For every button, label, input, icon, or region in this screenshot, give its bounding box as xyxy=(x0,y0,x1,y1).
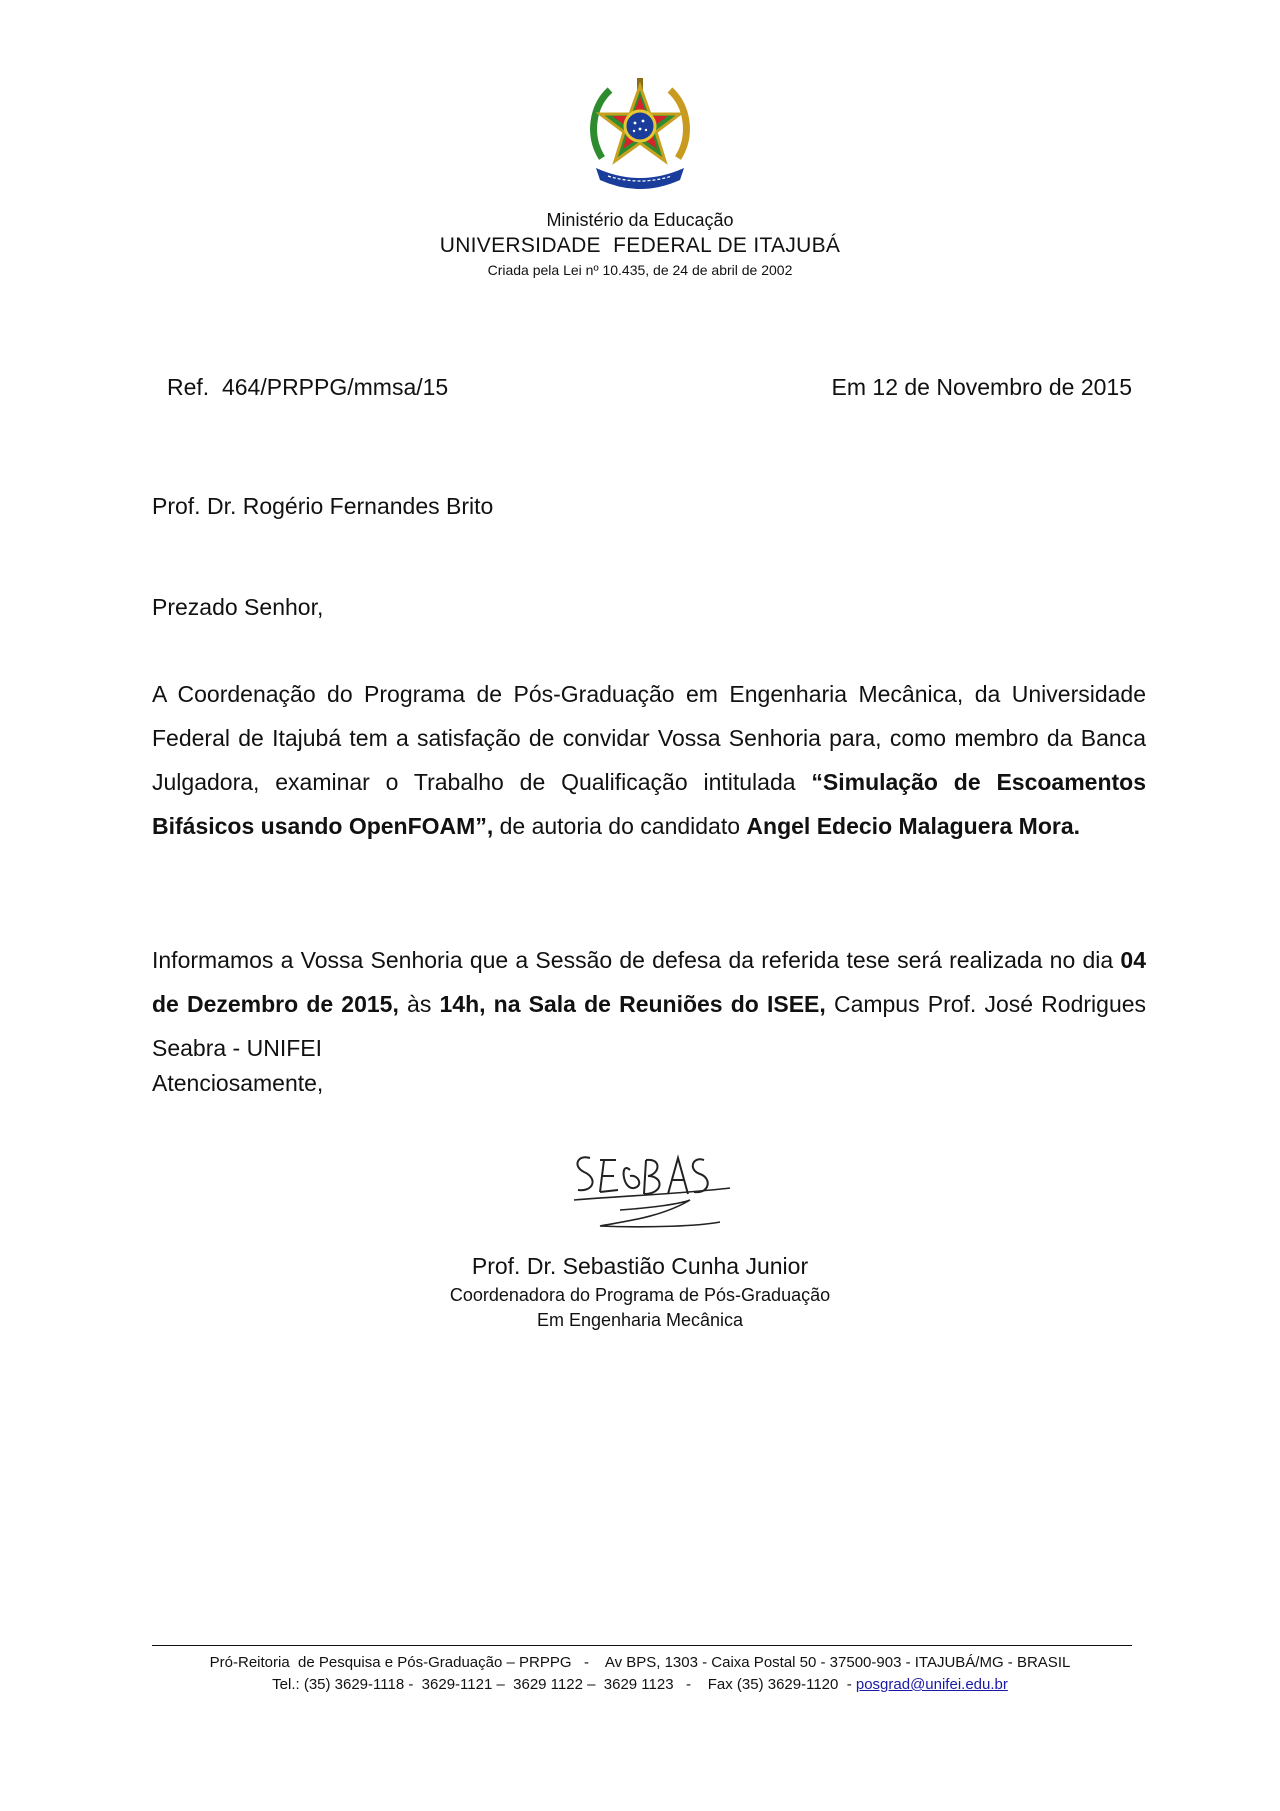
footer-divider xyxy=(152,1645,1132,1646)
authorship-text: de autoria do candidato xyxy=(499,813,741,839)
handwritten-signature xyxy=(560,1130,740,1242)
letter-date: Em 12 de Novembro de 2015 xyxy=(831,374,1132,400)
thesis-title: “Simulação de Escoamentos Bifásicos usando OpenFOAM”, xyxy=(152,769,1147,839)
salutation: Prezado Senhor, xyxy=(152,594,324,620)
signer-name: Prof. Dr. Sebastião Cunha Junior xyxy=(471,1253,809,1279)
session-text-a: Informamos a Vossa Senhoria que a Sessão de defesa da referida tese será realizada no dia xyxy=(152,947,1114,973)
footer-address: Pró-Reitoria de Pesquisa e Pós-Graduação – PRPPG - Av BPS, 1303 - Caixa Postal 50 - 37500-903 - ITAJUBÁ/MG - BRASIL xyxy=(209,1654,1071,1671)
creation-law: Criada pela Lei nº 10.435, de 24 de abril de 2002 xyxy=(487,262,793,278)
session-date: 04 de Dezembro de 2015, xyxy=(152,947,1146,1017)
session-place: 14h, na Sala de Reuniões do ISEE, xyxy=(439,991,826,1017)
university-name: UNIVERSIDADE FEDERAL DE ITAJUBÁ xyxy=(439,234,841,257)
footer-phones: Tel.: (35) 3629-1118 - 3629-1121 – 3629 1122 – 3629 1123 - Fax (35) 3629-1120 - xyxy=(272,1676,856,1693)
email-link[interactable]: posgrad@unifei.edu.br xyxy=(855,1676,1008,1693)
invitation-text: A Coordenação do Programa de Pós-Graduação em Engenharia Mecânica, da Universidade Federal de Itajubá tem a satisfação de convidar Vossa Senhoria para, como membro da Banca Julgadora, examinar o Trabalho de Qualificação intitulada xyxy=(152,681,1146,795)
signer-department: Em Engenharia Mecânica xyxy=(536,1310,744,1330)
session-paragraph xyxy=(152,938,1146,1070)
invitation-paragraph xyxy=(152,672,1146,848)
candidate-name: Angel Edecio Malaguera Mora. xyxy=(746,813,1081,839)
signer-role: Coordenadora do Programa de Pós-Graduação xyxy=(449,1285,831,1305)
ministry-name: Ministério da Educação xyxy=(546,210,734,230)
recipient-name: Prof. Dr. Rogério Fernandes Brito xyxy=(152,493,494,519)
session-text-b: às xyxy=(407,991,432,1017)
closing-phrase: Atenciosamente, xyxy=(152,1070,324,1096)
footer-contacts xyxy=(0,1676,1280,1693)
session-text-c: Campus Prof. José Rodrigues Seabra - UNIFEI xyxy=(152,991,1147,1061)
reference-number: Ref. 464/PRPPG/mmsa/15 xyxy=(167,374,449,400)
coat-of-arms-icon xyxy=(588,76,692,190)
